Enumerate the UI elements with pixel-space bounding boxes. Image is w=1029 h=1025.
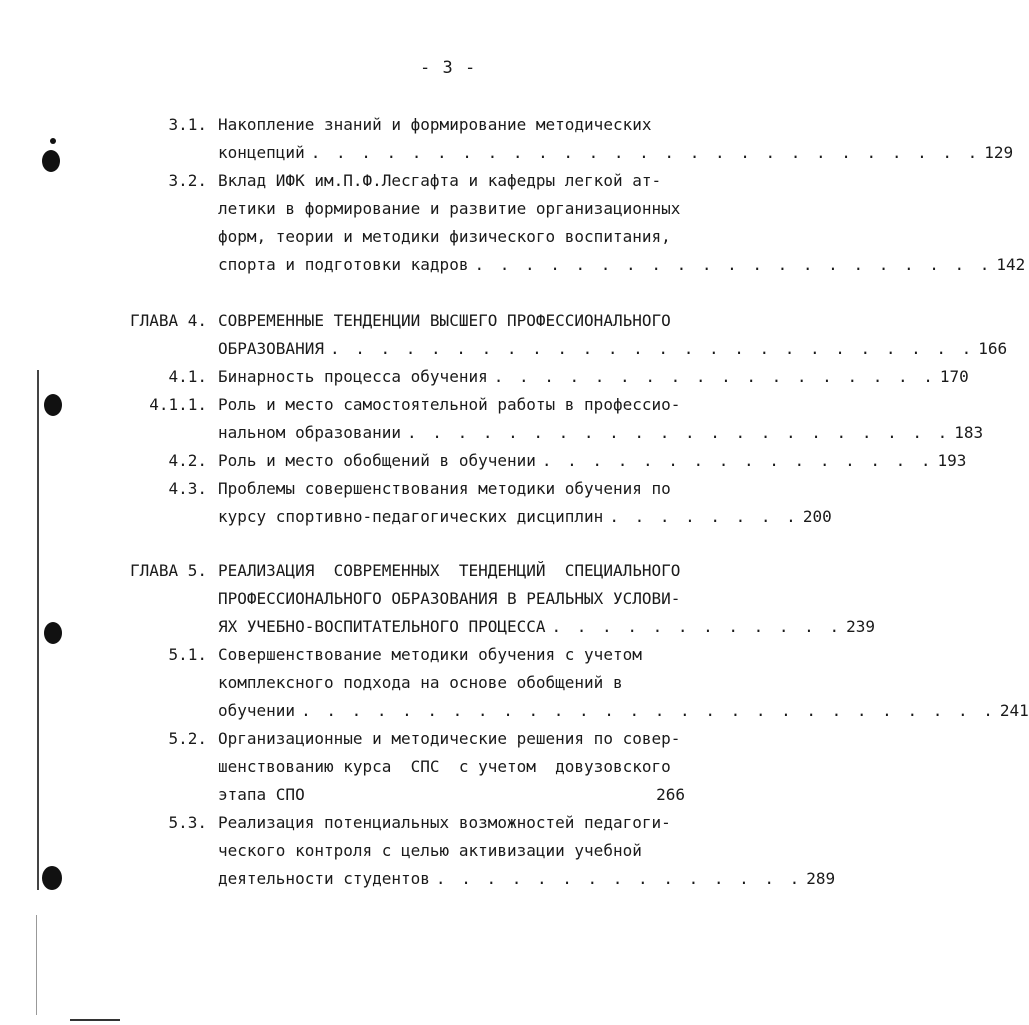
toc-entry-4-2 (0, 450, 967, 472)
toc-entry-3-2-line2 (0, 198, 793, 220)
page-number: - 3 - (420, 58, 477, 78)
toc-page: 170 (939, 367, 969, 386)
toc-entry-4-1-1 (0, 394, 793, 416)
binding-hole (42, 866, 62, 890)
toc-entry-3-2-line3 (0, 226, 793, 248)
toc-entry-5-1 (0, 644, 793, 666)
toc-page: 241 (999, 701, 1029, 720)
toc-leader: . . . . . . . . . . . . . . . . . . . . . . . . . . . . (301, 701, 996, 720)
toc-entry-3-2 (0, 170, 793, 192)
toc-entry-4-1-1-last (0, 422, 984, 444)
toc-entry-3-1-last (0, 142, 1014, 164)
toc-leader: . . . . . . . . . . . . . . . . . . . . . (474, 255, 993, 274)
toc-number: 4.1. (168, 367, 207, 386)
toc-entry-5-2 (0, 728, 793, 750)
binding-hole (44, 394, 62, 416)
toc-text: комплексного подхода на основе обобщений в (218, 673, 623, 692)
toc-leader: . . . . . . . . . . . . . . . (435, 869, 803, 888)
toc-number: 5.2. (168, 729, 207, 748)
toc-text: Бинарность процесса обучения (218, 367, 488, 386)
toc-entry-3-2-last (0, 254, 1026, 276)
toc-text: Организационные и методические решения по совер- (218, 729, 681, 748)
toc-text: спорта и подготовки кадров (218, 255, 469, 274)
toc-entry-5-2-line2 (0, 756, 793, 778)
toc-number: 4.2. (168, 451, 207, 470)
binding-hole (42, 150, 60, 172)
toc-entry-4-1 (0, 366, 969, 388)
toc-number: ГЛАВА 5. (129, 561, 207, 580)
toc-page: 289 (806, 869, 836, 888)
toc-text: ЯХ УЧЕБНО-ВОСПИТАТЕЛЬНОГО ПРОЦЕССА (218, 617, 546, 636)
binding-hole (44, 622, 62, 644)
toc-text: курсу спортивно-педагогических дисциплин (218, 507, 604, 526)
toc-text: РЕАЛИЗАЦИЯ СОВРЕМЕННЫХ ТЕНДЕНЦИЙ СПЕЦИАЛЬНОГО (218, 561, 681, 580)
toc-number: 3.2. (168, 171, 207, 190)
toc-text: ческого контроля с целью активизации учебной (218, 841, 642, 860)
toc-text: шенствованию курса СПС с учетом довузовского (218, 757, 671, 776)
toc-entry-5-1-last (0, 700, 1029, 722)
toc-page: 183 (954, 423, 984, 442)
toc-leader: . . . . . . . . . . . . . . . . . . . . . . . . . . (329, 339, 975, 358)
toc-text: Проблемы совершенствования методики обучения по (218, 479, 671, 498)
toc-number: ГЛАВА 4. (129, 311, 207, 330)
toc-number: 4.1.1. (149, 395, 207, 414)
toc-leader: . . . . . . . . . . . . (551, 617, 843, 636)
toc-text: обучении (218, 701, 296, 720)
toc-text: Роль и место самостоятельной работы в профессио- (218, 395, 681, 414)
toc-text: СОВРЕМЕННЫЕ ТЕНДЕНЦИИ ВЫСШЕГО ПРОФЕССИОНАЛЬНОГО (218, 311, 671, 330)
toc-text: нальном образовании (218, 423, 402, 442)
toc-leader: . . . . . . . . . . . . . . . . . . . . . . . . . . . (310, 143, 981, 162)
toc-number: 5.3. (168, 813, 207, 832)
toc-page: 200 (802, 507, 832, 526)
toc-entry-5-1-line2 (0, 672, 793, 694)
toc-entry-chapter-5 (0, 560, 793, 582)
scan-bottom-line (70, 1019, 120, 1021)
toc-entry-5-3-last (0, 868, 836, 890)
toc-entry-5-3 (0, 812, 793, 834)
toc-text: деятельности студентов (218, 869, 430, 888)
toc-leader: . . . . . . . . (609, 507, 799, 526)
toc-entry-4-3 (0, 478, 793, 500)
toc-number: 4.3. (168, 479, 207, 498)
toc-text: ОБРАЗОВАНИЯ (218, 339, 324, 358)
toc-page: 239 (846, 617, 875, 636)
scan-edge-line (36, 915, 37, 1015)
toc-entry-chapter-4 (0, 310, 793, 332)
toc-leader: . . . . . . . . . . . . . . . . . . (493, 367, 936, 386)
toc-entry-chapter-4-last (0, 338, 1008, 360)
toc-text: Накопление знаний и формирование методических (218, 115, 652, 134)
toc-text: этапа СПО (218, 785, 305, 804)
toc-entry-3-1 (0, 114, 793, 136)
toc-text: Реализация потенциальных возможностей педагоги- (218, 813, 671, 832)
toc-page: 166 (978, 339, 1008, 358)
toc-page: 142 (996, 255, 1026, 274)
toc-text: Вклад ИФК им.П.Ф.Лесгафта и кафедры легкой ат- (218, 171, 662, 190)
toc-number: 3.1. (168, 115, 207, 134)
toc-entry-chapter-5-last (0, 616, 875, 638)
toc-text: форм, теории и методики физического воспитания, (218, 227, 671, 246)
toc-leader: . . . . . . . . . . . . . . . . . . . . . . (407, 423, 951, 442)
toc-page: 266 (656, 785, 685, 804)
toc-text: летики в формирование и развитие организационных (218, 199, 681, 218)
toc-page: 129 (984, 143, 1014, 162)
toc-entry-chapter-5-line2 (0, 588, 793, 610)
toc-entry-5-2-last (0, 784, 793, 806)
toc-text: Совершенствование методики обучения с учетом (218, 645, 642, 664)
scan-edge-line (37, 370, 39, 890)
toc-number: 5.1. (168, 645, 207, 664)
toc-text: концепций (218, 143, 305, 162)
toc-leader: . . . . . . . . . . . . . . . . (541, 451, 934, 470)
toc-entry-4-3-last (0, 506, 832, 528)
toc-text: ПРОФЕССИОНАЛЬНОГО ОБРАЗОВАНИЯ В РЕАЛЬНЫХ УСЛОВИ- (218, 589, 681, 608)
binding-hole (50, 138, 56, 144)
toc-page: 193 (937, 451, 967, 470)
toc-entry-5-3-line2 (0, 840, 793, 862)
toc-text: Роль и место обобщений в обучении (218, 451, 536, 470)
toc-leader (305, 784, 652, 806)
